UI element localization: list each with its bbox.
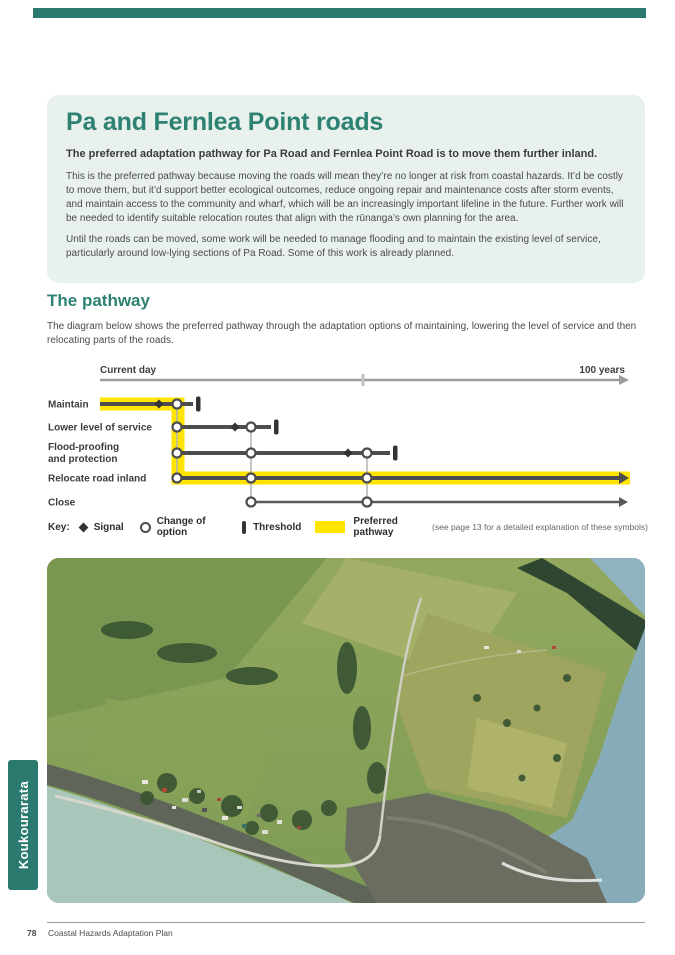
- threshold-icon: [242, 521, 246, 534]
- intro-paragraph-1: This is the preferred pathway because moving the roads will mean they’re no longer at risk from coastal hazards. It’d be costly to move them, but it’d support better ecological outcomes, reduce ongoing repair and maintenance costs after storm events, and maintain access to the community and wharf, which will be an increasingly important lifeline in the future. Further work will be needed to identify suitable relocation routes that align with the rūnanga’s own planning for the area.: [66, 171, 624, 224]
- pathway-section-description: The diagram below shows the preferred pathway through the adaptation options of maintaining, lowering the level of service and then relocating parts of the roads.: [47, 321, 637, 346]
- timeline-axis: [100, 374, 629, 386]
- row-label-flood-1: Flood-proofing: [48, 442, 120, 453]
- key-threshold-label: Threshold: [253, 521, 302, 533]
- row-label-flood-2: and protection: [48, 454, 118, 465]
- key-note: (see page 13 for a detailed explanation of these symbols): [432, 522, 648, 532]
- footer-page-number: 78: [27, 928, 37, 938]
- preferred-pathway-swatch: [315, 521, 345, 533]
- row-label-lower: Lower level of service: [48, 422, 152, 434]
- key-change-label: Change of option: [156, 516, 206, 538]
- key-signal-label: Signal: [93, 521, 124, 533]
- page-title: Pa and Fernlea Point roads: [66, 108, 384, 136]
- intro-summary-box: [47, 95, 645, 283]
- aerial-photo-illustration: [47, 558, 645, 903]
- sidebar-tab-koukourarata[interactable]: [8, 760, 38, 890]
- intro-paragraph-2: Until the roads can be moved, some work will be needed to manage flooding and to maintain the existing level of service, particularly around low-lying sections of Pa Road. Some of this work is already planned.: [66, 234, 601, 260]
- pathway-diagram: [0, 358, 675, 523]
- row-label-close: Close: [48, 497, 76, 509]
- row-label-maintain: Maintain: [48, 399, 89, 411]
- key-label: Key:: [48, 521, 70, 533]
- preferred-pathway-band: [100, 404, 630, 478]
- key-preferred-label: Preferred pathway: [353, 516, 398, 538]
- signal-icon: [78, 522, 88, 532]
- sidebar-tab-label: Koukourarata: [15, 780, 31, 870]
- timeline-end-label: 100 years: [579, 365, 625, 376]
- diagram-key: [48, 516, 648, 538]
- timeline-start-label: Current day: [100, 365, 157, 376]
- top-accent-bar: [33, 8, 646, 18]
- change-of-option-icon: [140, 522, 151, 533]
- footer-rule: [47, 922, 645, 923]
- pathway-section-heading: The pathway: [47, 291, 150, 310]
- intro-lead: The preferred adaptation pathway for Pa Road and Fernlea Point Road is to move them further inland.: [66, 148, 598, 160]
- close-arrowhead: [619, 497, 628, 507]
- footer-document-title: Coastal Hazards Adaptation Plan: [48, 928, 173, 938]
- row-label-relocate: Relocate road inland: [48, 473, 147, 485]
- aerial-photo: [47, 558, 645, 903]
